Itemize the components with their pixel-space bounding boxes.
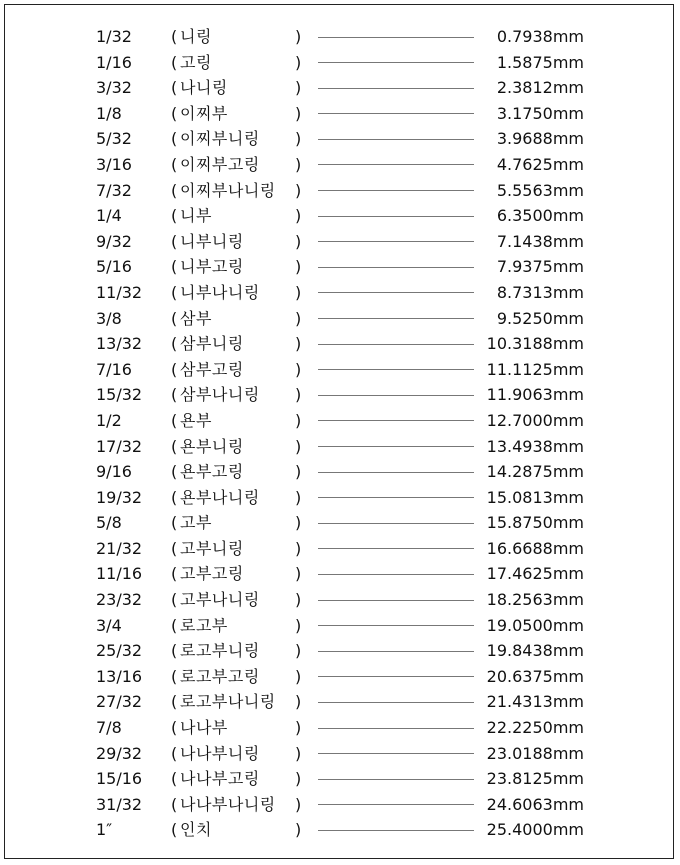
mm-value: 12.7000mm — [486, 410, 584, 430]
inch-fraction: 15/16 — [96, 769, 143, 789]
inch-fraction: 5/16 — [96, 257, 132, 277]
close-paren: ) — [295, 129, 302, 149]
open-paren: ( — [171, 154, 178, 174]
open-paren: ( — [171, 78, 178, 98]
name-text: 고부 — [180, 513, 212, 533]
mm-value: 21.4313mm — [486, 692, 584, 712]
table-row — [0, 203, 680, 229]
leader-line — [318, 164, 474, 165]
leader-line — [318, 395, 474, 396]
leader-line — [318, 702, 474, 703]
mm-value: 3.1750mm — [496, 103, 584, 123]
mm-value: 11.9063mm — [486, 385, 584, 405]
open-paren: ( — [171, 52, 178, 72]
table-row — [0, 126, 680, 152]
leader-line — [318, 600, 474, 601]
mm-value: 19.8438mm — [486, 641, 584, 661]
close-paren: ) — [295, 718, 302, 738]
open-paren: ( — [171, 692, 178, 712]
close-paren: ) — [295, 769, 302, 789]
inch-fraction: 13/32 — [96, 334, 143, 354]
close-paren: ) — [295, 436, 302, 456]
inch-fraction: 9/32 — [96, 231, 132, 251]
close-paren: ) — [295, 641, 302, 661]
inch-fraction: 17/32 — [96, 436, 143, 456]
close-paren: ) — [295, 27, 302, 46]
table-row — [0, 24, 680, 50]
mm-value: 11.1125mm — [486, 359, 584, 379]
mm-value: 25.4000mm — [486, 820, 584, 840]
leader-line — [318, 267, 474, 268]
mm-value: 9.5250mm — [496, 308, 584, 328]
name-text: 나나부니링 — [180, 743, 260, 763]
inch-fraction: 23/32 — [96, 590, 143, 610]
mm-value: 5.5563mm — [496, 180, 584, 200]
name-text: 고부니링 — [180, 538, 244, 558]
leader-line — [318, 676, 474, 677]
mm-value: 23.0188mm — [486, 743, 584, 763]
inch-fraction: 31/32 — [96, 794, 143, 814]
open-paren: ( — [171, 666, 178, 686]
close-paren: ) — [295, 308, 302, 328]
table-row — [0, 178, 680, 204]
open-paren: ( — [171, 462, 178, 482]
leader-line — [318, 651, 474, 652]
mm-value: 15.8750mm — [486, 513, 584, 533]
table-row — [0, 664, 680, 690]
name-text: 니부니링 — [180, 231, 244, 251]
open-paren: ( — [171, 590, 178, 610]
open-paren: ( — [171, 180, 178, 200]
leader-line — [318, 497, 474, 498]
leader-line — [318, 446, 474, 447]
close-paren: ) — [295, 103, 302, 123]
mm-value: 23.8125mm — [486, 769, 584, 789]
name-text: 고링 — [180, 52, 212, 72]
name-text: 인치 — [180, 820, 212, 840]
leader-line — [318, 318, 474, 319]
table-row — [0, 638, 680, 664]
open-paren: ( — [171, 743, 178, 763]
mm-value: 1.5875mm — [496, 52, 584, 72]
open-paren: ( — [171, 308, 178, 328]
mm-value: 7.1438mm — [496, 231, 584, 251]
open-paren: ( — [171, 487, 178, 507]
close-paren: ) — [295, 257, 302, 277]
inch-fraction: 3/32 — [96, 78, 132, 98]
leader-line — [318, 728, 474, 729]
leader-line — [318, 216, 474, 217]
name-text: 니부나니링 — [180, 282, 260, 302]
mm-value: 18.2563mm — [486, 590, 584, 610]
table-row — [0, 229, 680, 255]
open-paren: ( — [171, 359, 178, 379]
inch-fraction: 1/2 — [96, 410, 122, 430]
table-row — [0, 587, 680, 613]
table-row — [0, 689, 680, 715]
leader-line — [318, 625, 474, 626]
name-text: 나니링 — [180, 78, 228, 98]
table-row — [0, 280, 680, 306]
inch-fraction: 1/4 — [96, 206, 122, 226]
name-text: 욘부나니링 — [180, 487, 260, 507]
leader-line — [318, 113, 474, 114]
leader-line — [318, 37, 474, 38]
inch-fraction: 25/32 — [96, 641, 143, 661]
table-row — [0, 50, 680, 76]
leader-line — [318, 779, 474, 780]
inch-fraction: 13/16 — [96, 666, 143, 686]
close-paren: ) — [295, 487, 302, 507]
leader-line — [318, 344, 474, 345]
table-row — [0, 152, 680, 178]
leader-line — [318, 241, 474, 242]
mm-value: 8.7313mm — [496, 282, 584, 302]
table-row — [0, 75, 680, 101]
inch-mm-conversion-table — [0, 24, 680, 843]
name-text: 삼부 — [180, 308, 212, 328]
table-row — [0, 357, 680, 383]
close-paren: ) — [295, 78, 302, 98]
inch-fraction: 29/32 — [96, 743, 143, 763]
name-text: 로고부나니링 — [180, 692, 276, 712]
inch-fraction: 7/32 — [96, 180, 132, 200]
open-paren: ( — [171, 615, 178, 635]
leader-line — [318, 139, 474, 140]
close-paren: ) — [295, 52, 302, 72]
open-paren: ( — [171, 385, 178, 405]
table-row — [0, 561, 680, 587]
leader-line — [318, 472, 474, 473]
leader-line — [318, 548, 474, 549]
name-text: 삼부나니링 — [180, 385, 260, 405]
close-paren: ) — [295, 410, 302, 430]
close-paren: ) — [295, 334, 302, 354]
inch-fraction: 1/16 — [96, 52, 132, 72]
mm-value: 17.4625mm — [486, 564, 584, 584]
mm-value: 14.2875mm — [486, 462, 584, 482]
table-row — [0, 817, 680, 843]
close-paren: ) — [295, 794, 302, 814]
mm-value: 0.7938mm — [496, 27, 584, 46]
leader-line — [318, 753, 474, 754]
open-paren: ( — [171, 564, 178, 584]
open-paren: ( — [171, 769, 178, 789]
inch-fraction: 27/32 — [96, 692, 143, 712]
name-text: 니링 — [180, 27, 212, 46]
name-text: 이찌부 — [180, 103, 228, 123]
close-paren: ) — [295, 154, 302, 174]
inch-fraction: 7/16 — [96, 359, 132, 379]
mm-value: 20.6375mm — [486, 666, 584, 686]
close-paren: ) — [295, 743, 302, 763]
leader-line — [318, 292, 474, 293]
open-paren: ( — [171, 282, 178, 302]
inch-fraction: 21/32 — [96, 538, 143, 558]
open-paren: ( — [171, 129, 178, 149]
inch-fraction: 3/8 — [96, 308, 122, 328]
close-paren: ) — [295, 692, 302, 712]
name-text: 니부 — [180, 206, 212, 226]
open-paren: ( — [171, 257, 178, 277]
name-text: 고부나니링 — [180, 590, 260, 610]
close-paren: ) — [295, 206, 302, 226]
name-text: 니부고링 — [180, 257, 244, 277]
inch-fraction: 11/16 — [96, 564, 143, 584]
close-paren: ) — [295, 564, 302, 584]
name-text: 삼부니링 — [180, 334, 244, 354]
table-row — [0, 408, 680, 434]
mm-value: 16.6688mm — [486, 538, 584, 558]
mm-value: 19.0500mm — [486, 615, 584, 635]
leader-line — [318, 804, 474, 805]
name-text: 로고부 — [180, 615, 228, 635]
name-text: 나나부고링 — [180, 769, 260, 789]
open-paren: ( — [171, 27, 178, 46]
close-paren: ) — [295, 282, 302, 302]
close-paren: ) — [295, 538, 302, 558]
table-row — [0, 101, 680, 127]
name-text: 로고부니링 — [180, 641, 260, 661]
name-text: 나나부 — [180, 718, 228, 738]
open-paren: ( — [171, 231, 178, 251]
close-paren: ) — [295, 666, 302, 686]
open-paren: ( — [171, 436, 178, 456]
open-paren: ( — [171, 334, 178, 354]
mm-value: 15.0813mm — [486, 487, 584, 507]
name-text: 이찌부고링 — [180, 154, 260, 174]
inch-fraction: 15/32 — [96, 385, 143, 405]
inch-fraction: 5/8 — [96, 513, 122, 533]
open-paren: ( — [171, 794, 178, 814]
leader-line — [318, 190, 474, 191]
table-row — [0, 331, 680, 357]
mm-value: 2.3812mm — [496, 78, 584, 98]
inch-fraction: 19/32 — [96, 487, 143, 507]
open-paren: ( — [171, 103, 178, 123]
open-paren: ( — [171, 206, 178, 226]
mm-value: 13.4938mm — [486, 436, 584, 456]
table-row — [0, 485, 680, 511]
close-paren: ) — [295, 385, 302, 405]
inch-fraction: 1/32 — [96, 27, 132, 46]
leader-line — [318, 62, 474, 63]
table-row — [0, 792, 680, 818]
name-text: 이찌부니링 — [180, 129, 260, 149]
table-row — [0, 613, 680, 639]
leader-line — [318, 88, 474, 89]
leader-line — [318, 523, 474, 524]
mm-value: 3.9688mm — [496, 129, 584, 149]
name-text: 삼부고링 — [180, 359, 244, 379]
inch-fraction: 5/32 — [96, 129, 132, 149]
inch-fraction: 1″ — [96, 820, 113, 840]
name-text: 고부고링 — [180, 564, 244, 584]
name-text: 욘부 — [180, 410, 212, 430]
open-paren: ( — [171, 513, 178, 533]
close-paren: ) — [295, 359, 302, 379]
inch-fraction: 11/32 — [96, 282, 143, 302]
leader-line — [318, 574, 474, 575]
inch-fraction: 9/16 — [96, 462, 132, 482]
close-paren: ) — [295, 513, 302, 533]
table-row — [0, 510, 680, 536]
table-row — [0, 459, 680, 485]
open-paren: ( — [171, 718, 178, 738]
close-paren: ) — [295, 462, 302, 482]
table-row — [0, 254, 680, 280]
table-row — [0, 715, 680, 741]
mm-value: 7.9375mm — [496, 257, 584, 277]
leader-line — [318, 830, 474, 831]
name-text: 로고부고링 — [180, 666, 260, 686]
leader-line — [318, 420, 474, 421]
mm-value: 22.2250mm — [486, 718, 584, 738]
table-row — [0, 434, 680, 460]
name-text: 이찌부나니링 — [180, 180, 276, 200]
table-row — [0, 382, 680, 408]
inch-fraction: 3/16 — [96, 154, 132, 174]
table-row — [0, 766, 680, 792]
inch-fraction: 3/4 — [96, 615, 122, 635]
open-paren: ( — [171, 538, 178, 558]
leader-line — [318, 369, 474, 370]
open-paren: ( — [171, 820, 178, 840]
open-paren: ( — [171, 410, 178, 430]
mm-value: 4.7625mm — [496, 154, 584, 174]
table-row — [0, 536, 680, 562]
open-paren: ( — [171, 641, 178, 661]
close-paren: ) — [295, 590, 302, 610]
name-text: 나나부나니링 — [180, 794, 276, 814]
mm-value: 6.3500mm — [496, 206, 584, 226]
table-row — [0, 741, 680, 767]
inch-fraction: 7/8 — [96, 718, 122, 738]
mm-value: 10.3188mm — [486, 334, 584, 354]
name-text: 욘부니링 — [180, 436, 244, 456]
close-paren: ) — [295, 615, 302, 635]
table-row — [0, 306, 680, 332]
name-text: 욘부고링 — [180, 462, 244, 482]
close-paren: ) — [295, 180, 302, 200]
inch-fraction: 1/8 — [96, 103, 122, 123]
mm-value: 24.6063mm — [486, 794, 584, 814]
close-paren: ) — [295, 820, 302, 840]
close-paren: ) — [295, 231, 302, 251]
